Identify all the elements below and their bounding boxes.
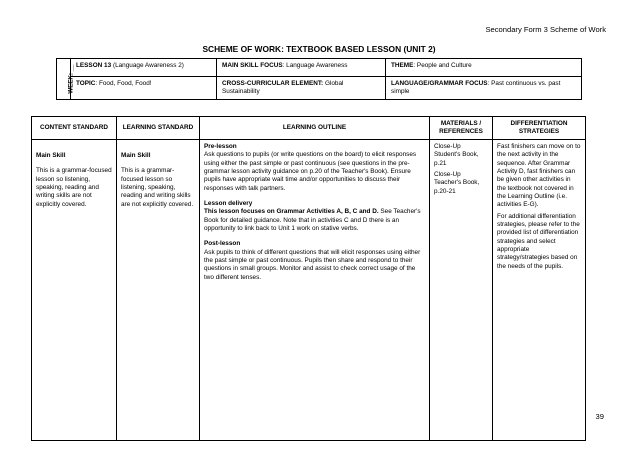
cross-curricular-value: Global Sustainability — [222, 80, 344, 96]
materials-cell — [430, 140, 493, 441]
document-title: SCHEME OF WORK: TEXTBOOK BASED LESSON (UNIT 2) — [202, 44, 436, 54]
post-lesson-text: Ask pupils to think of different questions that will elicit responses using either the past simple or past continuous. Pupils then share and respond to their questions in small groups. Monitor and assist to check correct usage of the two different tenses. — [204, 248, 421, 281]
content-standard-text: This is a grammar-focused lesson so listening, speaking, reading and writing skills are not explicitly covered. — [36, 167, 112, 208]
learning-standard-text: This is a grammar-focused lesson so listening, speaking, reading and writing skills are not explicitly covered. — [121, 167, 194, 208]
theme-label: THEME — [391, 62, 414, 69]
lesson-info-row-2 — [57, 77, 582, 100]
theme-cell — [386, 59, 582, 77]
material-item-1: Close-Up Student's Book, p.21 — [434, 143, 479, 167]
content-standard-title: Main Skill — [36, 152, 66, 159]
theme-value: : People and Culture — [413, 62, 472, 69]
lesson-value: (Language Awareness 2) — [111, 62, 184, 69]
lesson-cell — [71, 59, 217, 77]
learning-outline-table — [31, 116, 586, 441]
topic-label: TOPIC — [76, 80, 96, 87]
differentiation-header: DIFFERENTIATION STRATEGIES — [493, 117, 586, 140]
material-item-2: Close-Up Teacher's Book, p.20-21 — [434, 170, 480, 195]
learning-outline-cell — [200, 140, 430, 441]
page-number: 39 — [595, 412, 604, 421]
lesson-delivery-title: Lesson delivery — [204, 199, 253, 207]
week-cell — [57, 59, 75, 100]
learning-outline-header: LEARNING OUTLINE — [200, 117, 430, 140]
lesson-label: LESSON 13 — [76, 62, 112, 69]
week-label: WEEK: __ — [67, 64, 75, 94]
lesson-info-row-1 — [57, 59, 582, 77]
post-lesson-title: Post-lesson — [204, 240, 241, 248]
content-standard-cell — [32, 140, 117, 441]
cross-curricular-label: CROSS-CURRICULAR ELEMENT: — [222, 80, 324, 87]
grammar-focus-cell — [386, 77, 582, 100]
learning-standard-cell — [117, 140, 200, 441]
main-skill-label: MAIN SKILL FOCUS — [222, 62, 283, 69]
grammar-focus-value: : Past continuous vs. past simple — [391, 80, 561, 96]
running-header: Secondary Form 3 Scheme of Work — [485, 25, 606, 34]
cross-curricular-cell — [217, 77, 386, 100]
pre-lesson-text: Ask questions to pupils (or write questions on the board) to elicit responses using either the past simple or past continuous (see questions in the pre-grammar lesson activity guidance on p.20 of the Teacher's Book). Ensure pupils have appropriate wait time and/or opportunities to discuss their responses with talk partners. — [204, 151, 417, 192]
content-row — [32, 140, 586, 441]
differentiation-cell — [493, 140, 586, 441]
header-row — [32, 117, 586, 140]
differentiation-para-2: For additional differentiation strategies, please refer to the provided list of differentiation strategies and select appropriate strategy/strategies based on the needs of the pupils. — [497, 212, 580, 270]
pre-lesson-title: Pre-lesson — [204, 143, 237, 150]
lesson-delivery-bold: This lesson focuses on Grammar Activities A, B, C and D. — [204, 208, 379, 216]
differentiation-para-1: Fast finishers can move on to the next activity in the sequence. After Grammar Activity D, fast finishers can be given other activities in the textbook not covered in the Learning Outline (i.e. activities E-G). — [497, 143, 581, 209]
lesson-info-table — [56, 58, 582, 100]
grammar-focus-label: LANGUAGE/GRAMMAR FOCUS — [391, 80, 488, 87]
main-skill-value: : Language Awareness — [282, 62, 348, 69]
topic-cell — [71, 77, 217, 100]
learning-standard-header: LEARNING STANDARD — [117, 117, 200, 140]
materials-header: MATERIALS / REFERENCES — [430, 117, 493, 140]
learning-standard-title: Main Skill — [121, 152, 151, 159]
content-standard-header: CONTENT STANDARD — [32, 117, 117, 140]
lesson-delivery-rest: See Teacher's Book for detailed guidance. Note that in activities C and D there is an opportunity to link back to Unit 1 work on stative verbs. — [204, 208, 421, 232]
main-skill-cell — [217, 59, 386, 77]
lesson-delivery-text — [204, 208, 425, 233]
topic-value: : Food, Food, Food! — [95, 80, 152, 87]
